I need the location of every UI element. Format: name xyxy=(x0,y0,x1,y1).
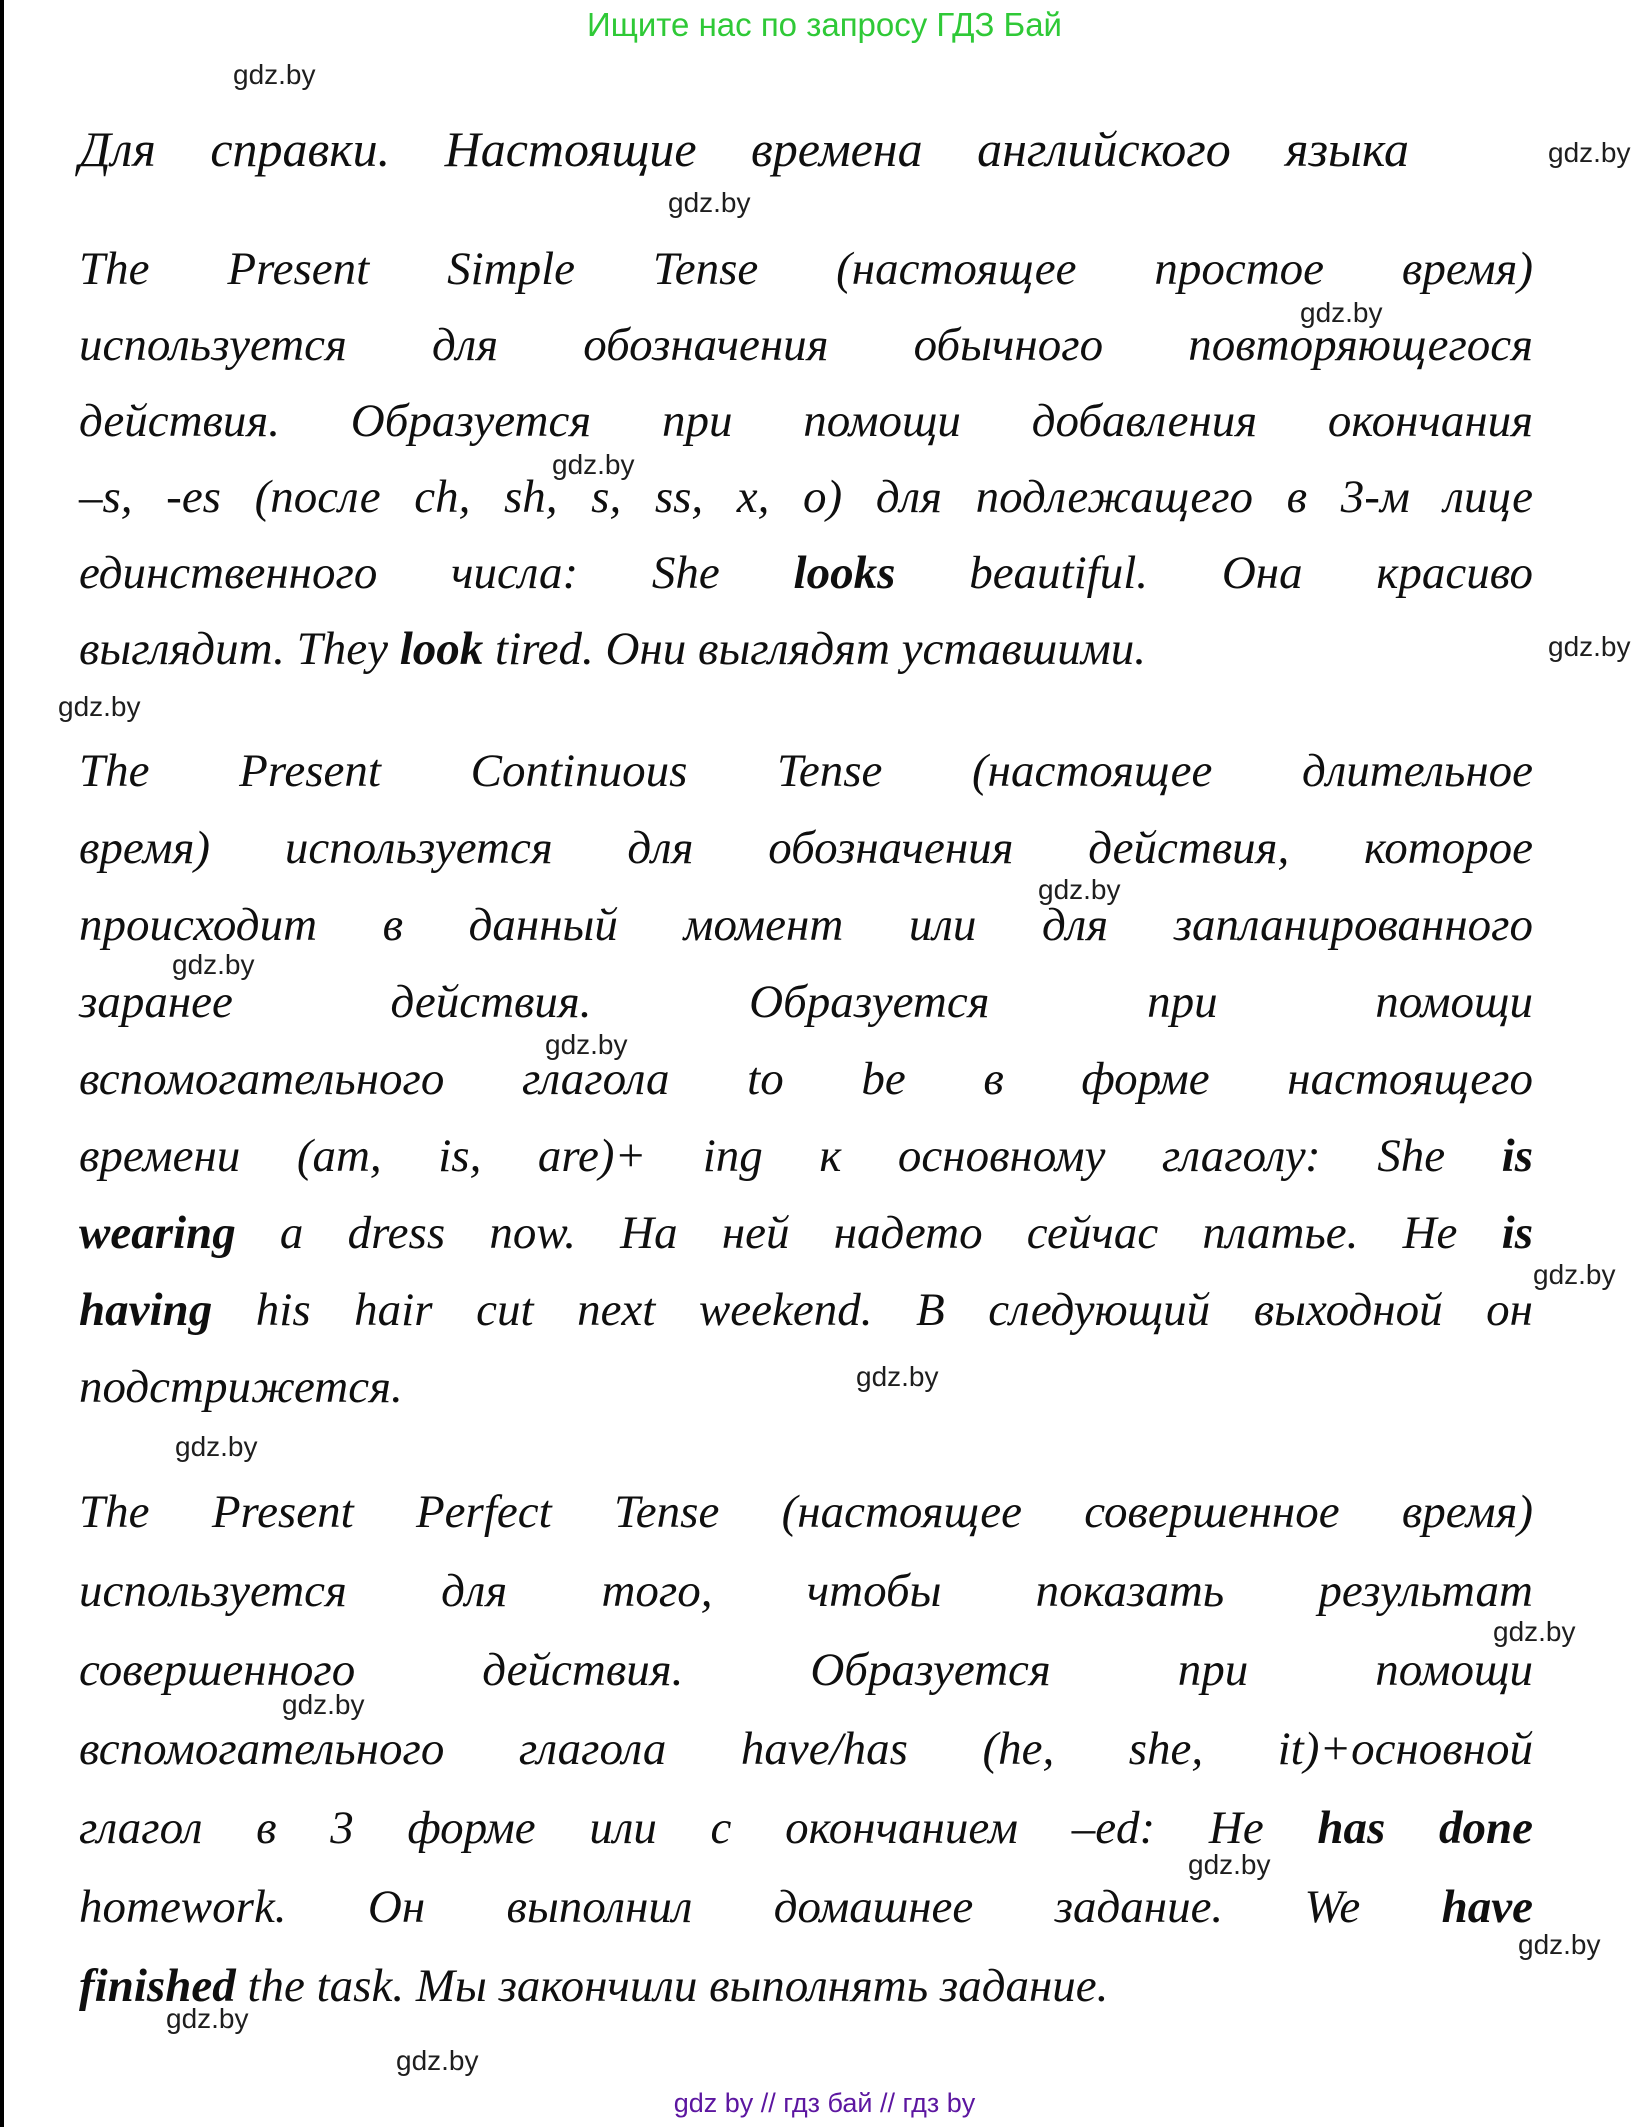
text-line xyxy=(79,1195,1533,1272)
bold-text-segment: has done xyxy=(1317,1802,1533,1854)
gdz-watermark: gdz.by xyxy=(1188,1849,1271,1880)
text-line xyxy=(79,1349,1533,1426)
text-line xyxy=(79,231,1533,307)
bold-text-segment: have xyxy=(1441,1881,1533,1933)
text-line xyxy=(79,1789,1533,1868)
bold-text-segment: look xyxy=(399,623,484,675)
text-segment: выглядит. They xyxy=(79,623,400,675)
text-line xyxy=(79,1552,1533,1631)
text-segment: beautiful. Она красиво xyxy=(895,547,1533,599)
page-title: Для справки. Настоящие времена английского языка xyxy=(79,121,1409,177)
paragraph-present-perfect xyxy=(79,1473,1533,2026)
text-line xyxy=(79,1272,1533,1349)
text-line xyxy=(79,383,1533,459)
bold-text-segment: having xyxy=(79,1284,213,1336)
text-line xyxy=(79,733,1533,810)
footer-links[interactable]: gdz by // гдз бай // гдз by xyxy=(673,2088,976,2118)
gdz-watermark: gdz.by xyxy=(1548,137,1631,168)
gdz-watermark: gdz.by xyxy=(1548,631,1631,662)
text-segment: –s, -es (после ch, sh, s, ss, x, o) для подлежащего в 3-м лице xyxy=(79,471,1533,523)
text-line xyxy=(79,535,1533,611)
gdz-watermark: gdz.by xyxy=(396,2045,479,2076)
text-segment: используется для обозначения обычного повторяющегося xyxy=(79,319,1533,371)
gdz-watermark: gdz.by xyxy=(856,1361,939,1392)
text-segment: совершенного действия. Образуется при помощи xyxy=(79,1644,1533,1696)
text-segment: The Present Simple Tense (настоящее простое время) xyxy=(79,243,1533,295)
text-line xyxy=(79,1868,1533,1947)
text-line xyxy=(79,1041,1533,1118)
gdz-watermark: gdz.by xyxy=(58,691,141,722)
text-segment: глагол в 3 форме или с окончанием –ed: He xyxy=(79,1802,1318,1854)
gdz-watermark: gdz.by xyxy=(1533,1259,1616,1290)
text-segment: The Present Continuous Tense (настоящее длительное xyxy=(79,745,1533,797)
text-segment: вспомогательного глагола to be в форме настоящего xyxy=(79,1053,1533,1105)
text-segment: подстрижется. xyxy=(79,1361,403,1413)
gdz-watermark: gdz.by xyxy=(545,1029,628,1060)
text-segment: a dress now. На ней надето сейчас платье. He xyxy=(235,1207,1502,1259)
scan-edge-line xyxy=(0,0,4,2127)
text-line xyxy=(79,964,1533,1041)
paragraph-present-continuous xyxy=(79,733,1533,1426)
gdz-watermark: gdz.by xyxy=(1493,1616,1576,1647)
bold-text-segment: wearing xyxy=(79,1207,236,1259)
text-line xyxy=(79,1710,1533,1789)
text-segment: времени (am, is, are)+ ing к основному глаголу: She xyxy=(79,1130,1502,1182)
gdz-watermark: gdz.by xyxy=(172,949,255,980)
bold-text-segment: looks xyxy=(793,547,896,599)
text-line xyxy=(79,810,1533,887)
text-line xyxy=(79,1118,1533,1195)
text-segment: вспомогательного глагола have/has (he, she, it)+основной xyxy=(79,1723,1533,1775)
text-segment: единственного числа: She xyxy=(79,547,794,599)
gdz-watermark: gdz.by xyxy=(1300,297,1383,328)
text-line xyxy=(79,1947,1533,2026)
gdz-watermark: gdz.by xyxy=(282,1689,365,1720)
text-segment: the task. Мы закончили выполнять задание. xyxy=(235,1960,1109,2012)
gdz-watermark: gdz.by xyxy=(552,449,635,480)
gdz-watermark: gdz.by xyxy=(1518,1929,1601,1960)
gdz-watermark: gdz.by xyxy=(1038,874,1121,905)
text-segment: tired. Они выглядят уставшими. xyxy=(483,623,1147,675)
text-segment: homework. Он выполнил домашнее задание. We xyxy=(79,1881,1442,1933)
bold-text-segment: is xyxy=(1501,1130,1533,1182)
bold-text-segment: finished xyxy=(79,1960,236,2012)
promo-banner: Ищите нас по запросу ГДЗ Бай xyxy=(587,6,1062,43)
text-segment: время) используется для обозначения действия, которое xyxy=(79,822,1533,874)
text-segment: происходит в данный момент или для запланированного xyxy=(79,899,1533,951)
text-segment: используется для того, чтобы показать результат xyxy=(79,1565,1533,1617)
text-segment: The Present Perfect Tense (настоящее совершенное время) xyxy=(79,1486,1533,1538)
text-segment: действия. Образуется при помощи добавления окончания xyxy=(79,395,1533,447)
text-line xyxy=(79,887,1533,964)
gdz-watermark: gdz.by xyxy=(166,2003,249,2034)
gdz-watermark: gdz.by xyxy=(175,1431,258,1462)
gdz-watermark: gdz.by xyxy=(233,59,316,90)
gdz-watermark: gdz.by xyxy=(668,187,751,218)
text-line xyxy=(79,611,1533,687)
bold-text-segment: is xyxy=(1501,1207,1533,1259)
text-segment: his hair cut next weekend. В следующий выходной он xyxy=(212,1284,1533,1336)
text-segment: заранее действия. Образуется при помощи xyxy=(79,976,1533,1028)
text-line xyxy=(79,1473,1533,1552)
text-line xyxy=(79,459,1533,535)
